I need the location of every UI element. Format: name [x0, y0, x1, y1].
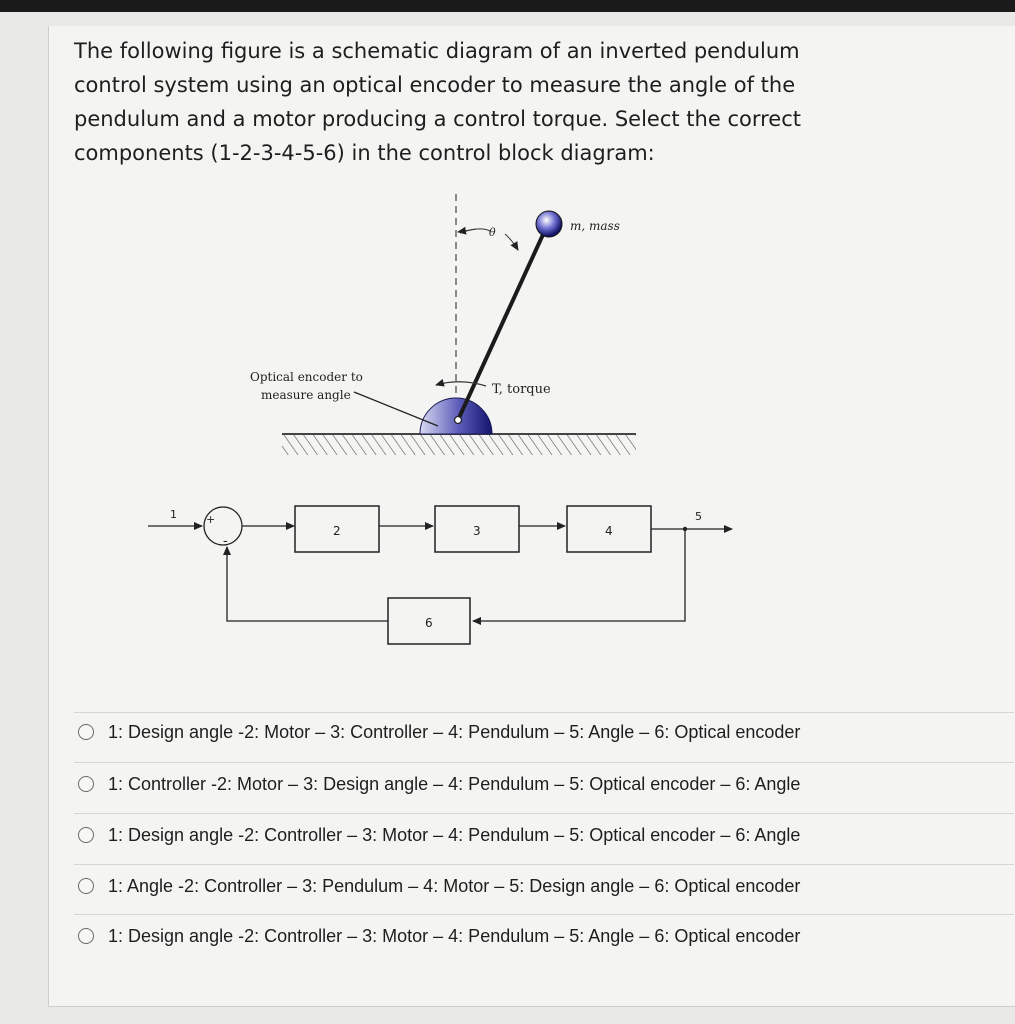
encoder-label-line2: measure angle: [261, 388, 351, 402]
block-4-label: 4: [605, 524, 613, 538]
torque-arc: [436, 382, 486, 386]
radio-icon[interactable]: [78, 928, 94, 944]
option-1[interactable]: [78, 712, 958, 752]
radio-icon[interactable]: [78, 878, 94, 894]
block-3-label: 3: [473, 524, 481, 538]
mass-label: m, mass: [570, 219, 620, 233]
input-label: 1: [170, 508, 177, 521]
pivot-base: [420, 398, 492, 434]
question-text: The following figure is a schematic diagram of an inverted pendulum control system using an optical encoder to measure the angle of the pendulum and a motor producing a control torque. Select the correct components (1-2-3-4-5-6) in the control block diagram:: [74, 39, 801, 165]
block-2-label: 2: [333, 524, 341, 538]
radio-icon[interactable]: [78, 724, 94, 740]
encoder-pointer: [354, 392, 438, 426]
option-2-label: 1: Controller -2: Motor – 3: Design angle – 4: Pendulum – 5: Optical encoder – 6: Angle: [108, 773, 801, 794]
option-5-label: 1: Design angle -2: Controller – 3: Motor – 4: Pendulum – 5: Angle – 6: Optical encoder: [108, 925, 801, 946]
block-diagram: [148, 506, 732, 644]
separator: [74, 864, 1014, 865]
torque-label: T, torque: [492, 382, 551, 397]
feedback-block-label: 6: [425, 616, 433, 630]
radio-icon[interactable]: [78, 827, 94, 843]
encoder-label-line1: Optical encoder to: [250, 370, 363, 384]
separator: [74, 813, 1014, 814]
option-4-label: 1: Angle -2: Controller – 3: Pendulum – 4: Motor – 5: Design angle – 6: Optical encoder: [108, 875, 801, 896]
ground: [282, 434, 636, 455]
option-4[interactable]: [78, 866, 958, 906]
pendulum-mass: [536, 211, 562, 237]
pendulum-figure: [140, 188, 760, 662]
minus-sign: -: [223, 534, 228, 549]
separator: [74, 914, 1014, 915]
pivot-point: [455, 417, 462, 424]
option-5[interactable]: [78, 916, 958, 956]
radio-icon[interactable]: [78, 776, 94, 792]
option-3-label: 1: Design angle -2: Controller – 3: Motor – 4: Pendulum – 5: Optical encoder – 6: Angle: [108, 824, 801, 845]
separator: [74, 762, 1014, 763]
option-2[interactable]: [78, 764, 958, 804]
option-1-label: 1: Design angle -2: Motor – 3: Controller – 4: Pendulum – 5: Angle – 6: Optical encoder: [108, 721, 801, 742]
option-3[interactable]: [78, 815, 958, 855]
theta-arc-right: [505, 234, 518, 250]
plus-sign: +: [206, 513, 216, 526]
output-label: 5: [695, 510, 702, 523]
theta-label: θ: [489, 226, 496, 239]
